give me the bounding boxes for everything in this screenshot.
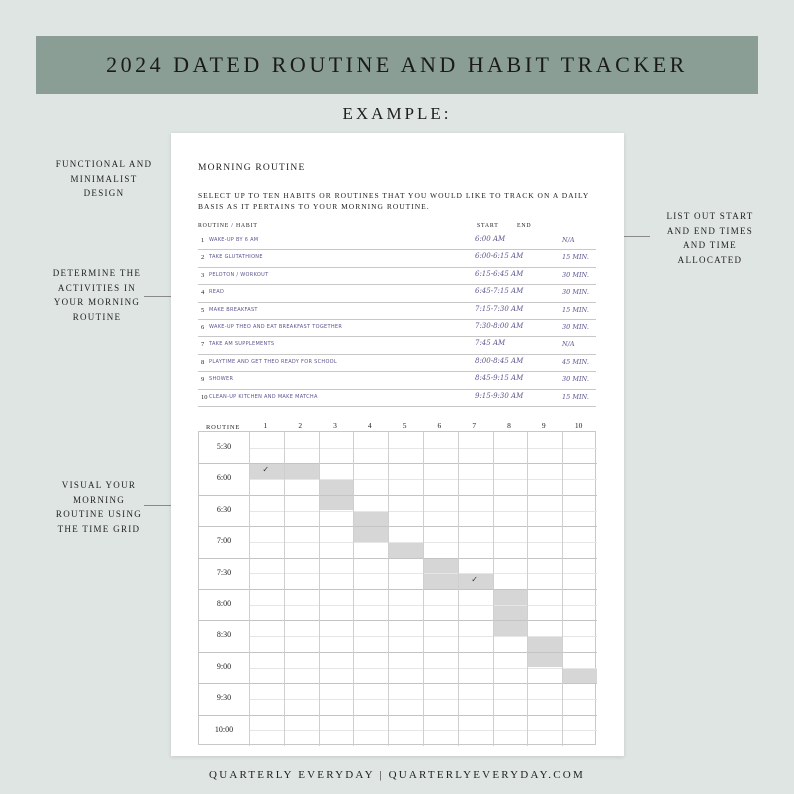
habit-row [198,284,596,302]
note-design: FUNCTIONAL AND MINIMALIST DESIGN [55,159,153,198]
grid-column-line [423,432,424,746]
habit-duration: 15 MIN. [562,392,589,401]
note-activities: DETERMINE THE ACTIVITIES IN YOUR MORNING ROUTINE [52,268,142,322]
grid-row-line [199,463,597,464]
habit-time: 6:15-6:45 AM [475,269,524,278]
habit-duration: 15 MIN. [562,253,589,262]
time-label: 10:00 [214,724,234,734]
grid-row-line [199,526,597,527]
habit-time: 8:45-9:15 AM [475,374,524,383]
habit-text: TAKE GLUTATHIONE [209,254,263,261]
time-label: 9:30 [216,693,232,703]
habit-duration: 30 MIN. [562,288,589,297]
grid-column-line [353,432,354,746]
habit-duration: N/A [562,340,575,349]
habit-duration: N/A [562,236,575,244]
example-label: EXAMPLE: [342,104,452,123]
habit-duration: 30 MIN. [562,375,589,384]
grid-column-line [284,432,285,746]
habit-row [198,389,596,407]
arrow-activities [144,296,174,297]
grid-row-line [199,620,597,621]
grid-column-header: 1 [263,421,268,430]
page-title: MORNING ROUTINE [198,163,306,173]
time-label: 9:00 [216,661,232,671]
habit-text: SHOWER [209,376,234,383]
habit-number: 2 [201,254,205,262]
habit-row [198,336,596,354]
time-label: 8:00 [216,599,232,608]
grid-row-line [199,683,597,684]
grid-column-header: 8 [507,421,511,430]
habit-text: TAKE AM SUPPLEMENTS [209,341,275,348]
habit-text: CLEAN-UP KITCHEN AND MAKE MATCHA [209,393,318,400]
grid-column-line [388,432,389,746]
note-times: LIST OUT START AND END TIMES AND TIME ALLOCATED [666,211,754,265]
grid-row-line [199,589,597,590]
grid-filled-block [388,542,423,558]
habit-number: 5 [201,306,205,314]
habit-number: 1 [201,237,205,244]
grid-column-header: 5 [402,421,407,430]
habit-row [198,371,596,389]
habit-number: 9 [201,376,205,384]
habit-time: 7:15-7:30 AM [475,304,524,313]
col-end-header: END [517,223,532,229]
habit-number: 8 [201,358,205,366]
habit-row [198,232,596,250]
grid-column-line [458,432,459,746]
checkmark-icon: ✓ [262,465,270,475]
grid-row-line [199,652,597,653]
title-banner [36,36,758,94]
habit-time: 7:30-8:00 AM [475,322,524,330]
grid-column-line [562,432,563,746]
time-label: 8:30 [216,630,232,640]
habit-time: 6:45-7:15 AM [475,287,524,296]
time-label: 7:30 [216,567,232,577]
habit-time: 9:15-9:30 AM [475,391,524,400]
time-label: 6:00 [216,473,232,483]
grid-column-line [493,432,494,746]
habit-row [198,267,596,285]
checkmark-icon: ✓ [471,575,478,585]
habit-number: 10 [201,393,208,401]
col-routine-header: ROUTINE / HABIT [198,223,258,229]
habit-text: WAKE-UP BY 6 AM [209,237,259,243]
grid-column-header: 7 [472,421,477,430]
habit-time: 8:00-8:45 AM [475,356,524,365]
note-visual: VISUAL YOUR MORNING ROUTINE USING THE TIME GRID [55,480,143,534]
habit-text: READ [209,289,225,296]
habit-duration: 15 MIN. [562,305,589,314]
grid-filled-block [284,463,319,479]
habit-time: 7:45 AM [475,339,506,348]
arrow-visual [144,505,174,506]
grid-column-header: 4 [367,421,372,430]
grid-column-header: 10 [574,421,583,430]
grid-column-header: 9 [541,421,546,430]
habit-text: PELOTON / WORKOUT [209,271,269,278]
habit-time: 6:00-6:15 AM [475,252,524,261]
grid-column-header: 2 [298,421,303,430]
habit-duration: 30 MIN. [562,270,589,279]
grid-column-line [527,432,528,746]
habit-row [198,354,596,372]
grid-row-line [199,715,597,716]
grid-row-line [199,558,597,559]
habit-text: PLAYTIME AND GET THEO READY FOR SCHOOL [209,358,337,365]
grid-column-line [249,432,250,746]
habit-row [198,302,596,320]
habit-text: MAKE BREAKFAST [209,306,258,313]
col-start-header: START [477,223,499,229]
habit-time: 6:00 AM [475,235,506,243]
habit-text: WAKE-UP THEO AND EAT BREAKFAST TOGETHER [209,324,343,330]
habit-number: 6 [201,324,205,331]
page-instructions: SELECT UP TO TEN HABITS OR ROUTINES THAT YOU WOULD LIKE TO TRACK ON A DAILY BASIS AS IT PERTAINS TO YOUR MORNING ROUTINE. [198,191,589,211]
habit-number: 7 [201,341,205,349]
banner-title: 2024 DATED ROUTINE AND HABIT TRACKER [106,52,688,77]
grid-row-line [199,495,597,496]
grid-filled-block [562,668,597,684]
habit-number: 3 [201,271,205,279]
footer-text: QUARTERLY EVERYDAY | QUARTERLYEVERYDAY.COM [209,769,585,781]
grid-column-header: 6 [437,421,442,430]
grid-column-line [319,432,320,746]
time-label: 6:30 [216,504,232,514]
grid-column-header: 3 [333,421,337,430]
habit-number: 4 [201,289,205,297]
time-grid [198,431,596,745]
grid-routine-label: ROUTINE [206,424,241,431]
habit-duration: 30 MIN. [562,323,589,331]
time-label: 5:30 [216,442,232,451]
planner-page [171,133,624,756]
grid-filled-block [493,589,528,636]
time-label: 7:00 [216,536,232,546]
habit-duration: 45 MIN. [562,357,589,366]
habit-row [198,249,596,267]
habit-row [198,319,596,337]
